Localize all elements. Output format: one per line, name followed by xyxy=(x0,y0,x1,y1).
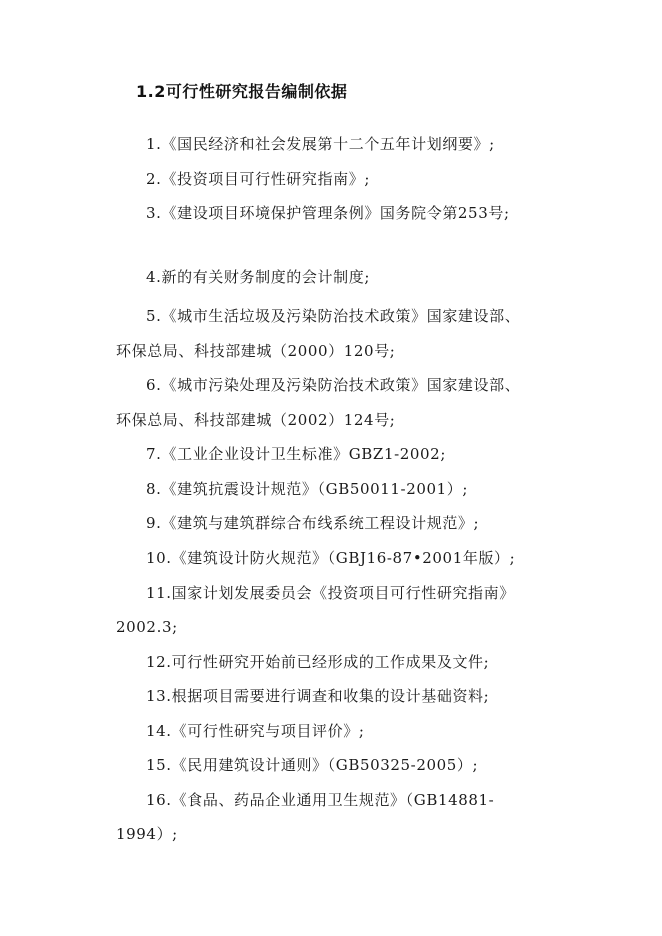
reference-item-15: 15.《民用建筑设计通则》（GB50325-2005）; xyxy=(146,756,479,774)
reference-item-11: 11.国家计划发展委员会《投资项目可行性研究指南》 xyxy=(146,584,515,602)
reference-item-12: 12.可行性研究开始前已经形成的工作成果及文件; xyxy=(146,653,490,671)
reference-item-6: 6.《城市污染处理及污染防治技术政策》国家建设部、 xyxy=(146,376,521,394)
reference-item-2: 2.《投资项目可行性研究指南》; xyxy=(146,170,370,188)
reference-item-9: 9.《建筑与建筑群综合布线系统工程设计规范》; xyxy=(146,514,480,532)
section-heading: 1.2可行性研究报告编制依据 xyxy=(136,82,348,101)
reference-item-5: 5.《城市生活垃圾及污染防治技术政策》国家建设部、 xyxy=(146,307,521,325)
reference-item-13: 13.根据项目需要进行调查和收集的设计基础资料; xyxy=(146,687,490,705)
reference-item-5-continued: 环保总局、科技部建城（2000）120号; xyxy=(116,342,396,360)
reference-item-6-continued: 环保总局、科技部建城（2002）124号; xyxy=(116,411,396,429)
reference-item-11-continued: 2002.3; xyxy=(116,618,178,636)
reference-item-8: 8.《建筑抗震设计规范》（GB50011-2001）; xyxy=(146,480,469,498)
reference-item-10: 10.《建筑设计防火规范》（GBJ16-87•2001年版）; xyxy=(146,549,516,567)
reference-item-16-continued: 1994）; xyxy=(116,825,178,843)
reference-item-16: 16.《食品、药品企业通用卫生规范》（GB14881- xyxy=(146,791,495,809)
reference-item-3: 3.《建设项目环境保护管理条例》国务院令第253号; xyxy=(146,204,510,222)
reference-item-4: 4.新的有关财务制度的会计制度; xyxy=(146,268,370,286)
reference-item-1: 1.《国民经济和社会发展第十二个五年计划纲要》; xyxy=(146,135,495,153)
reference-item-7: 7.《工业企业设计卫生标准》GBZ1-2002; xyxy=(146,445,446,463)
reference-item-14: 14.《可行性研究与项目评价》; xyxy=(146,722,365,740)
